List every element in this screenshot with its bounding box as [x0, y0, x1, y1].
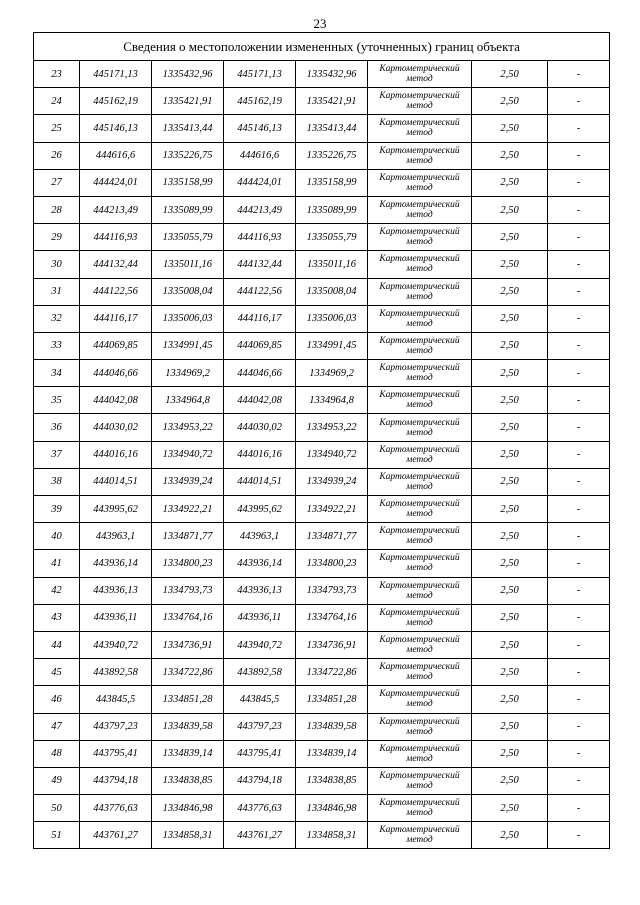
note-cell: -: [548, 224, 610, 251]
accuracy-cell: 2,50: [472, 305, 548, 332]
table-row: [34, 88, 610, 115]
note-cell: -: [548, 196, 610, 223]
accuracy-cell: 2,50: [472, 196, 548, 223]
refined-y-cell: 1334939,24: [296, 468, 368, 495]
table-row: [34, 577, 610, 604]
point-number-cell: 39: [34, 496, 80, 523]
point-number-cell: 51: [34, 822, 80, 849]
point-number-cell: 31: [34, 278, 80, 305]
existing-y-cell: 1335432,96: [152, 61, 224, 88]
method-cell: Картометрический метод: [368, 496, 472, 523]
existing-y-cell: 1335158,99: [152, 169, 224, 196]
refined-y-cell: 1335421,91: [296, 88, 368, 115]
refined-y-cell: 1335055,79: [296, 224, 368, 251]
boundary-coordinates-table: [33, 32, 610, 849]
point-number-cell: 40: [34, 523, 80, 550]
note-cell: -: [548, 61, 610, 88]
existing-y-cell: 1335006,03: [152, 305, 224, 332]
existing-y-cell: 1334991,45: [152, 332, 224, 359]
existing-x-cell: 443963,1: [80, 523, 152, 550]
table-row: [34, 686, 610, 713]
existing-x-cell: 444014,51: [80, 468, 152, 495]
table-title: Сведения о местоположении измененных (уточненных) границ объекта: [34, 33, 610, 61]
existing-x-cell: 443995,62: [80, 496, 152, 523]
existing-y-cell: 1335008,04: [152, 278, 224, 305]
refined-x-cell: 444116,93: [224, 224, 296, 251]
existing-x-cell: 444116,93: [80, 224, 152, 251]
existing-x-cell: 445146,13: [80, 115, 152, 142]
note-cell: -: [548, 387, 610, 414]
existing-y-cell: 1335089,99: [152, 196, 224, 223]
refined-y-cell: 1334953,22: [296, 414, 368, 441]
refined-y-cell: 1334722,86: [296, 659, 368, 686]
table-row: [34, 550, 610, 577]
note-cell: -: [548, 278, 610, 305]
point-number-cell: 37: [34, 441, 80, 468]
existing-y-cell: 1334851,28: [152, 686, 224, 713]
method-cell: Картометрический метод: [368, 468, 472, 495]
method-cell: Картометрический метод: [368, 115, 472, 142]
method-cell: Картометрический метод: [368, 604, 472, 631]
refined-x-cell: 445171,13: [224, 61, 296, 88]
refined-y-cell: 1334922,21: [296, 496, 368, 523]
existing-x-cell: 444213,49: [80, 196, 152, 223]
note-cell: -: [548, 142, 610, 169]
table-row: [34, 414, 610, 441]
table-title-row: [34, 33, 610, 61]
refined-x-cell: 443995,62: [224, 496, 296, 523]
method-cell: Картометрический метод: [368, 713, 472, 740]
refined-x-cell: 443936,13: [224, 577, 296, 604]
refined-x-cell: 444116,17: [224, 305, 296, 332]
refined-x-cell: 443795,41: [224, 740, 296, 767]
refined-x-cell: 445162,19: [224, 88, 296, 115]
existing-x-cell: 445162,19: [80, 88, 152, 115]
accuracy-cell: 2,50: [472, 224, 548, 251]
table-row: [34, 631, 610, 658]
refined-y-cell: 1334800,23: [296, 550, 368, 577]
refined-x-cell: 444030,02: [224, 414, 296, 441]
refined-x-cell: 444016,16: [224, 441, 296, 468]
refined-y-cell: 1334736,91: [296, 631, 368, 658]
existing-y-cell: 1334846,98: [152, 795, 224, 822]
point-number-cell: 41: [34, 550, 80, 577]
accuracy-cell: 2,50: [472, 88, 548, 115]
existing-x-cell: 443797,23: [80, 713, 152, 740]
refined-y-cell: 1334838,85: [296, 767, 368, 794]
existing-x-cell: 443845,5: [80, 686, 152, 713]
note-cell: -: [548, 332, 610, 359]
refined-y-cell: 1335432,96: [296, 61, 368, 88]
existing-y-cell: 1334800,23: [152, 550, 224, 577]
method-cell: Картометрический метод: [368, 441, 472, 468]
note-cell: -: [548, 414, 610, 441]
table-row: [34, 740, 610, 767]
note-cell: -: [548, 822, 610, 849]
method-cell: Картометрический метод: [368, 822, 472, 849]
point-number-cell: 46: [34, 686, 80, 713]
method-cell: Картометрический метод: [368, 387, 472, 414]
refined-x-cell: 443845,5: [224, 686, 296, 713]
refined-x-cell: 443797,23: [224, 713, 296, 740]
refined-x-cell: 444042,08: [224, 387, 296, 414]
method-cell: Картометрический метод: [368, 142, 472, 169]
existing-x-cell: 444046,66: [80, 360, 152, 387]
refined-x-cell: 444014,51: [224, 468, 296, 495]
existing-y-cell: 1334922,21: [152, 496, 224, 523]
existing-y-cell: 1334764,16: [152, 604, 224, 631]
existing-y-cell: 1334940,72: [152, 441, 224, 468]
accuracy-cell: 2,50: [472, 686, 548, 713]
page-number: 23: [313, 16, 327, 31]
refined-y-cell: 1334839,14: [296, 740, 368, 767]
method-cell: Картометрический метод: [368, 224, 472, 251]
accuracy-cell: 2,50: [472, 631, 548, 658]
method-cell: Картометрический метод: [368, 659, 472, 686]
accuracy-cell: 2,50: [472, 822, 548, 849]
existing-x-cell: 443940,72: [80, 631, 152, 658]
point-number-cell: 38: [34, 468, 80, 495]
refined-y-cell: 1334858,31: [296, 822, 368, 849]
table-row: [34, 278, 610, 305]
refined-y-cell: 1335011,16: [296, 251, 368, 278]
existing-y-cell: 1334736,91: [152, 631, 224, 658]
refined-x-cell: 444132,44: [224, 251, 296, 278]
refined-x-cell: 443936,11: [224, 604, 296, 631]
refined-x-cell: 444213,49: [224, 196, 296, 223]
table-row: [34, 767, 610, 794]
existing-y-cell: 1334858,31: [152, 822, 224, 849]
refined-y-cell: 1334991,45: [296, 332, 368, 359]
existing-x-cell: 444042,08: [80, 387, 152, 414]
existing-x-cell: 444116,17: [80, 305, 152, 332]
existing-x-cell: 444030,02: [80, 414, 152, 441]
refined-y-cell: 1335089,99: [296, 196, 368, 223]
refined-y-cell: 1334846,98: [296, 795, 368, 822]
note-cell: -: [548, 441, 610, 468]
refined-x-cell: 443794,18: [224, 767, 296, 794]
refined-y-cell: 1335008,04: [296, 278, 368, 305]
table-row: [34, 305, 610, 332]
accuracy-cell: 2,50: [472, 713, 548, 740]
note-cell: -: [548, 604, 610, 631]
existing-x-cell: 444424,01: [80, 169, 152, 196]
point-number-cell: 30: [34, 251, 80, 278]
note-cell: -: [548, 496, 610, 523]
accuracy-cell: 2,50: [472, 251, 548, 278]
note-cell: -: [548, 523, 610, 550]
refined-x-cell: 443776,63: [224, 795, 296, 822]
refined-y-cell: 1334871,77: [296, 523, 368, 550]
table-row: [34, 659, 610, 686]
accuracy-cell: 2,50: [472, 61, 548, 88]
accuracy-cell: 2,50: [472, 142, 548, 169]
method-cell: Картометрический метод: [368, 523, 472, 550]
method-cell: Картометрический метод: [368, 414, 472, 441]
note-cell: -: [548, 795, 610, 822]
point-number-cell: 49: [34, 767, 80, 794]
existing-x-cell: 445171,13: [80, 61, 152, 88]
method-cell: Картометрический метод: [368, 550, 472, 577]
existing-y-cell: 1334953,22: [152, 414, 224, 441]
existing-y-cell: 1334838,85: [152, 767, 224, 794]
point-number-cell: 35: [34, 387, 80, 414]
note-cell: -: [548, 251, 610, 278]
point-number-cell: 28: [34, 196, 80, 223]
note-cell: -: [548, 767, 610, 794]
table-row: [34, 196, 610, 223]
accuracy-cell: 2,50: [472, 795, 548, 822]
refined-y-cell: 1334839,58: [296, 713, 368, 740]
refined-x-cell: 443761,27: [224, 822, 296, 849]
existing-x-cell: 443936,11: [80, 604, 152, 631]
existing-y-cell: 1334793,73: [152, 577, 224, 604]
point-number-cell: 25: [34, 115, 80, 142]
point-number-cell: 34: [34, 360, 80, 387]
refined-x-cell: 444069,85: [224, 332, 296, 359]
point-number-cell: 47: [34, 713, 80, 740]
refined-x-cell: 444046,66: [224, 360, 296, 387]
accuracy-cell: 2,50: [472, 767, 548, 794]
existing-x-cell: 443794,18: [80, 767, 152, 794]
point-number-cell: 27: [34, 169, 80, 196]
existing-y-cell: 1335055,79: [152, 224, 224, 251]
refined-x-cell: 444616,6: [224, 142, 296, 169]
note-cell: -: [548, 305, 610, 332]
existing-x-cell: 443936,13: [80, 577, 152, 604]
note-cell: -: [548, 115, 610, 142]
point-number-cell: 36: [34, 414, 80, 441]
existing-x-cell: 444616,6: [80, 142, 152, 169]
existing-x-cell: 444122,56: [80, 278, 152, 305]
point-number-cell: 29: [34, 224, 80, 251]
note-cell: -: [548, 550, 610, 577]
note-cell: -: [548, 577, 610, 604]
accuracy-cell: 2,50: [472, 550, 548, 577]
existing-x-cell: 443892,58: [80, 659, 152, 686]
point-number-cell: 24: [34, 88, 80, 115]
table-row: [34, 360, 610, 387]
existing-y-cell: 1335011,16: [152, 251, 224, 278]
refined-x-cell: 443963,1: [224, 523, 296, 550]
table-row: [34, 142, 610, 169]
accuracy-cell: 2,50: [472, 115, 548, 142]
table-row: [34, 169, 610, 196]
note-cell: -: [548, 468, 610, 495]
method-cell: Картометрический метод: [368, 767, 472, 794]
table-row: [34, 332, 610, 359]
table-row: [34, 604, 610, 631]
point-number-cell: 48: [34, 740, 80, 767]
table-row: [34, 115, 610, 142]
table-row: [34, 387, 610, 414]
existing-y-cell: 1335413,44: [152, 115, 224, 142]
existing-y-cell: 1334939,24: [152, 468, 224, 495]
existing-y-cell: 1334969,2: [152, 360, 224, 387]
refined-x-cell: 445146,13: [224, 115, 296, 142]
point-number-cell: 45: [34, 659, 80, 686]
point-number-cell: 32: [34, 305, 80, 332]
refined-x-cell: 444122,56: [224, 278, 296, 305]
existing-x-cell: 443761,27: [80, 822, 152, 849]
accuracy-cell: 2,50: [472, 740, 548, 767]
refined-y-cell: 1334969,2: [296, 360, 368, 387]
refined-x-cell: 444424,01: [224, 169, 296, 196]
method-cell: Картометрический метод: [368, 305, 472, 332]
point-number-cell: 33: [34, 332, 80, 359]
note-cell: -: [548, 631, 610, 658]
method-cell: Картометрический метод: [368, 360, 472, 387]
method-cell: Картометрический метод: [368, 196, 472, 223]
refined-y-cell: 1334940,72: [296, 441, 368, 468]
refined-y-cell: 1334851,28: [296, 686, 368, 713]
accuracy-cell: 2,50: [472, 441, 548, 468]
accuracy-cell: 2,50: [472, 387, 548, 414]
refined-x-cell: 443892,58: [224, 659, 296, 686]
refined-y-cell: 1334964,8: [296, 387, 368, 414]
table-row: [34, 523, 610, 550]
method-cell: Картометрический метод: [368, 61, 472, 88]
table-row: [34, 713, 610, 740]
refined-x-cell: 443936,14: [224, 550, 296, 577]
refined-y-cell: 1335226,75: [296, 142, 368, 169]
existing-y-cell: 1335421,91: [152, 88, 224, 115]
method-cell: Картометрический метод: [368, 686, 472, 713]
accuracy-cell: 2,50: [472, 468, 548, 495]
point-number-cell: 44: [34, 631, 80, 658]
table-row: [34, 251, 610, 278]
refined-y-cell: 1335158,99: [296, 169, 368, 196]
method-cell: Картометрический метод: [368, 577, 472, 604]
method-cell: Картометрический метод: [368, 251, 472, 278]
table-row: [34, 441, 610, 468]
existing-y-cell: 1334839,14: [152, 740, 224, 767]
existing-x-cell: 443795,41: [80, 740, 152, 767]
table-row: [34, 496, 610, 523]
accuracy-cell: 2,50: [472, 332, 548, 359]
existing-x-cell: 444069,85: [80, 332, 152, 359]
refined-y-cell: 1335413,44: [296, 115, 368, 142]
existing-y-cell: 1334722,86: [152, 659, 224, 686]
point-number-cell: 43: [34, 604, 80, 631]
accuracy-cell: 2,50: [472, 278, 548, 305]
point-number-cell: 50: [34, 795, 80, 822]
method-cell: Картометрический метод: [368, 332, 472, 359]
refined-y-cell: 1335006,03: [296, 305, 368, 332]
existing-x-cell: 443936,14: [80, 550, 152, 577]
refined-y-cell: 1334793,73: [296, 577, 368, 604]
accuracy-cell: 2,50: [472, 604, 548, 631]
note-cell: -: [548, 360, 610, 387]
table-row: [34, 795, 610, 822]
table-row: [34, 468, 610, 495]
point-number-cell: 23: [34, 61, 80, 88]
existing-x-cell: 443776,63: [80, 795, 152, 822]
existing-y-cell: 1334839,58: [152, 713, 224, 740]
accuracy-cell: 2,50: [472, 659, 548, 686]
existing-x-cell: 444132,44: [80, 251, 152, 278]
accuracy-cell: 2,50: [472, 169, 548, 196]
refined-y-cell: 1334764,16: [296, 604, 368, 631]
method-cell: Картометрический метод: [368, 631, 472, 658]
accuracy-cell: 2,50: [472, 577, 548, 604]
note-cell: -: [548, 713, 610, 740]
existing-y-cell: 1334871,77: [152, 523, 224, 550]
method-cell: Картометрический метод: [368, 795, 472, 822]
point-number-cell: 42: [34, 577, 80, 604]
refined-x-cell: 443940,72: [224, 631, 296, 658]
accuracy-cell: 2,50: [472, 414, 548, 441]
point-number-cell: 26: [34, 142, 80, 169]
note-cell: -: [548, 686, 610, 713]
accuracy-cell: 2,50: [472, 496, 548, 523]
note-cell: -: [548, 659, 610, 686]
table-row: [34, 224, 610, 251]
note-cell: -: [548, 88, 610, 115]
method-cell: Картометрический метод: [368, 740, 472, 767]
note-cell: -: [548, 740, 610, 767]
accuracy-cell: 2,50: [472, 360, 548, 387]
existing-x-cell: 444016,16: [80, 441, 152, 468]
note-cell: -: [548, 169, 610, 196]
method-cell: Картометрический метод: [368, 278, 472, 305]
table-row: [34, 61, 610, 88]
existing-y-cell: 1335226,75: [152, 142, 224, 169]
accuracy-cell: 2,50: [472, 523, 548, 550]
existing-y-cell: 1334964,8: [152, 387, 224, 414]
table-row: [34, 822, 610, 849]
method-cell: Картометрический метод: [368, 169, 472, 196]
method-cell: Картометрический метод: [368, 88, 472, 115]
